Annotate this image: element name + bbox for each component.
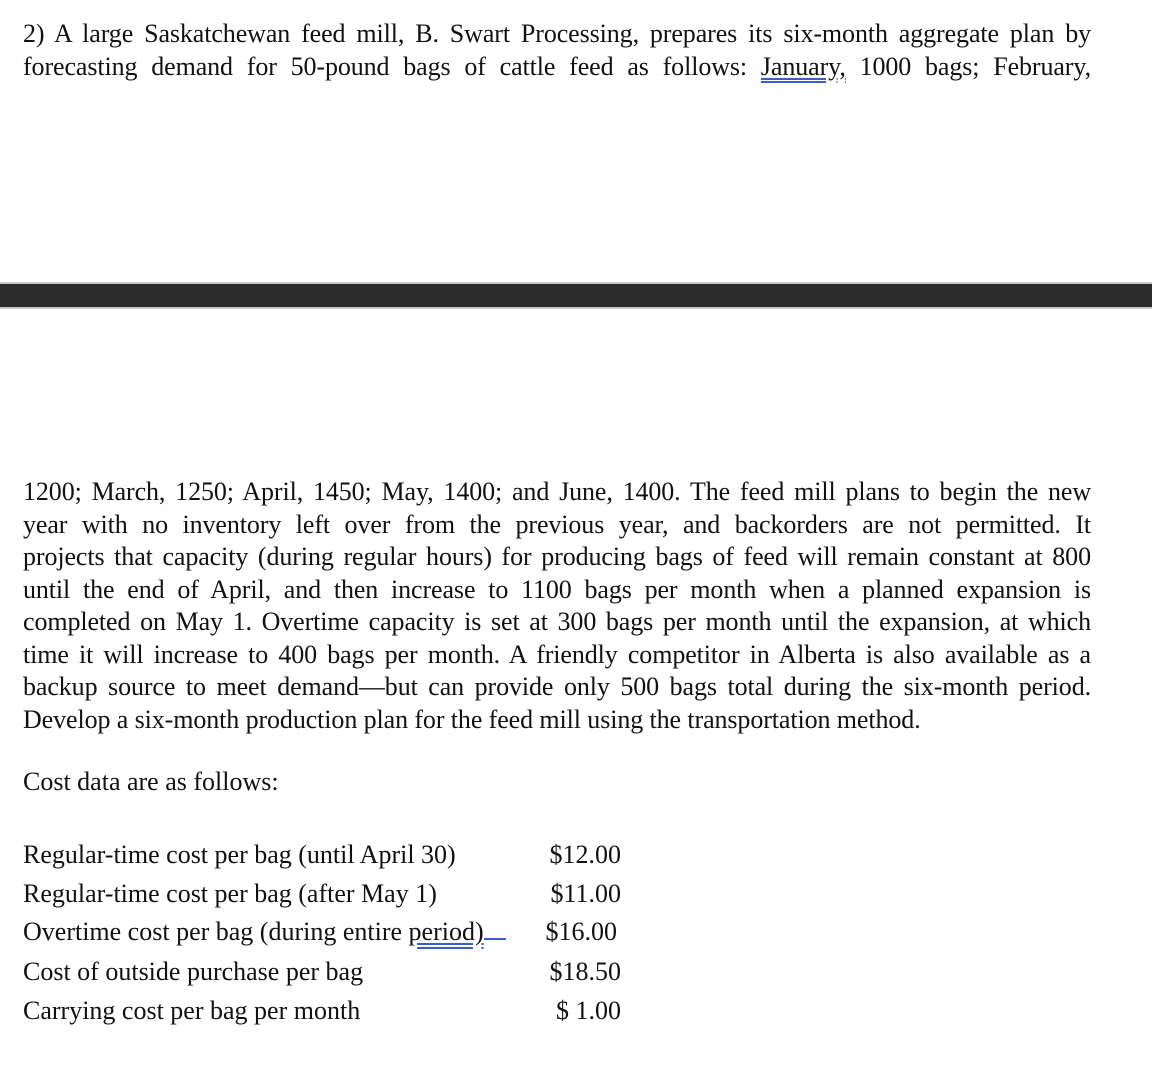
- cost-value: $12.00: [549, 840, 621, 869]
- cost-value: $ 1.00: [556, 995, 621, 1025]
- cost-row-overtime: [23, 915, 643, 955]
- cost-row-outside-purchase: [23, 955, 643, 994]
- intro-line-1: 2) A large Saskatchewan feed mill, B. Swart Processing, prepares its six-month aggregate plan by: [23, 19, 1091, 48]
- overtime-label-before: Overtime cost per bag (during entire: [23, 917, 409, 946]
- problem-body: [23, 476, 1091, 736]
- cost-value: $11.00: [550, 878, 621, 908]
- intro-line-2: [23, 51, 1091, 84]
- cost-row-regular-before: [23, 838, 643, 877]
- cost-row-regular-after: [23, 877, 643, 916]
- cost-row-carrying: [23, 994, 643, 1033]
- body-line: Develop a six-month production plan for the feed mill using the transportation method.: [23, 704, 921, 734]
- problem-intro: [23, 18, 1091, 83]
- cost-value: $16.00: [545, 917, 617, 946]
- january-spellcheck-word[interactable]: January,: [760, 51, 846, 81]
- body-line: time it will increase to 400 bags per month. A friendly competitor in Alberta is also available as a: [23, 639, 1091, 669]
- blank-underline: [484, 916, 506, 940]
- body-line: completed on May 1. Overtime capacity is set at 300 bags per month until the expansion, at which: [23, 607, 1091, 636]
- intro-line-2-after: 1000 bags; February,: [859, 51, 1091, 81]
- period-spellcheck-word[interactable]: period): [408, 917, 484, 946]
- cost-table: [23, 838, 643, 1032]
- cost-intro: Cost data are as follows:: [23, 767, 279, 796]
- body-line: year with no inventory left over from the previous year, and backorders are not permitted. It: [23, 509, 1091, 539]
- cost-label: Carrying cost per bag per month: [23, 995, 361, 1025]
- body-line: until the end of April, and then increase to 1100 bags per month when a planned expansion is: [23, 574, 1091, 604]
- page-break-divider: [0, 282, 1152, 309]
- cost-label: Regular-time cost per bag (after May 1): [23, 878, 437, 908]
- cost-value: $18.50: [549, 957, 621, 986]
- intro-line-2-before: forecasting demand for 50-pound bags of cattle feed as follows:: [23, 51, 748, 81]
- cost-label: Regular-time cost per bag (until April 30): [23, 840, 456, 869]
- body-line: 1200; March, 1250; April, 1450; May, 1400; and June, 1400. The feed mill plans to begin the new: [23, 477, 1091, 506]
- cost-label: Cost of outside purchase per bag: [23, 957, 364, 986]
- body-line: backup source to meet demand—but can provide only 500 bags total during the six-month period.: [23, 672, 1091, 701]
- cost-label: [23, 915, 506, 949]
- body-line: projects that capacity (during regular hours) for producing bags of feed will remain constant at 800: [23, 542, 1091, 571]
